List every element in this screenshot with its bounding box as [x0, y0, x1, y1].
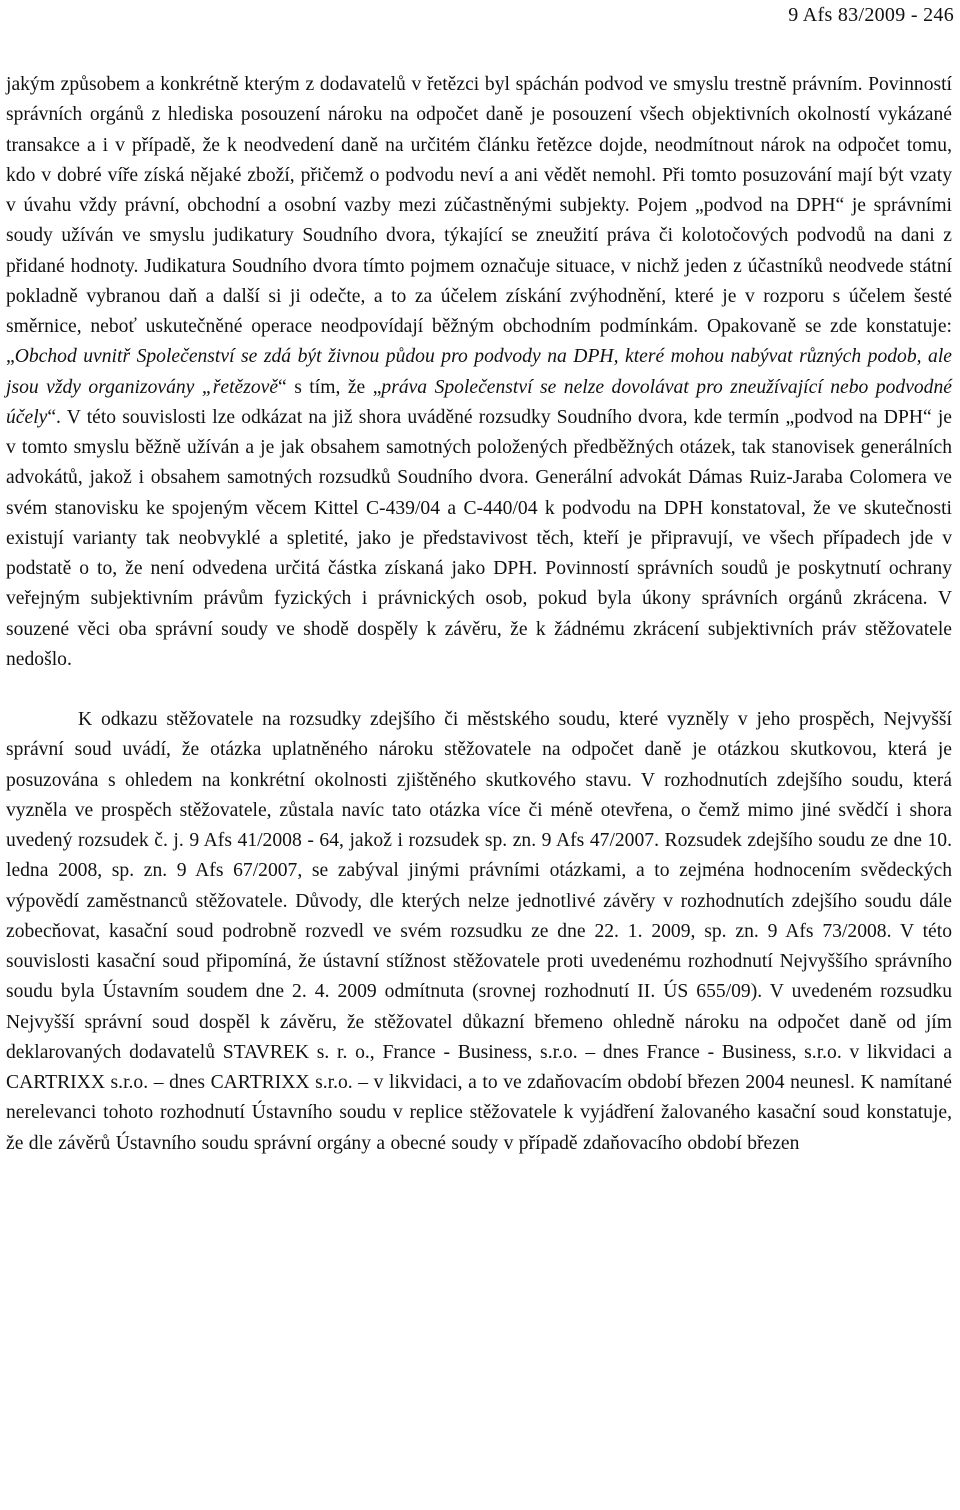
paragraph-court-decisions: K odkazu stěžovatele na rozsudky zdejšího či městského soudu, které vyzněly v jeho prospěch, Nejvyšší správní soud uvádí, že otázka uplatněného nároku stěžovatele na odpočet daně je otázkou skutkovou, která je posuzována s ohledem na konkrétní okolnosti zjištěného skutkového stavu. V rozhodnutích zdejšího soudu, která vyzněla ve prospěch stěžovatele, zůstala navíc tato otázka více či méně otevřena, o čemž mimo jiné svědčí i shora uvedený rozsudek č. j. 9 Afs 41/2008 - 64, jakož i rozsudek sp. zn. 9 Afs 47/2007. Rozsudek zdejšího soudu ze dne 10. ledna 2008, sp. zn. 9 Afs 67/2007, se zabýval jinými právními otázkami, a to zejména hodnocením svědeckých výpovědí zaměstnanců stěžovatele. Důvody, dle kterých nelze jednotlivé závěry v rozhodnutích zdejšího soudu dále zobecňovat, kasační soud podrobně rozvedl ve svém rozsudku ze dne 22. 1. 2009, sp. zn. 9 Afs 73/2008. V této souvislosti kasační soud připomíná, že ústavní stížnost stěžovatele proti uvedenému rozhodnutí Nejvyššího správního soudu byla Ústavním soudem dne 2. 4. 2009 odmítnuta (srovnej rozhodnutí II. ÚS 655/09). V uvedeném rozsudku Nejvyšší správní soud dospěl k závěru, že stěžovatel důkazní břemeno ohledně nároku na odpočet daně od jím deklarovaných dodavatelů STAVREK s. r. o., France - Business, s.r.o. – dnes France - Business, s.r.o. v likvidaci a CARTRIXX s.r.o. – dnes CARTRIXX s.r.o. – v likvidaci, a to ve zdaňovacím období březen 2004 neunesl. K namítané nerelevanci tohoto rozhodnutí Ústavního soudu v replice stěžovatele k vyjádření žalovaného kasační soud konstatuje, že dle závěrů Ústavního soudu správní orgány a obecné soudy v případě zdaňovacího období březen [6, 709, 952, 1154]
paragraph-text: “ s tím, že „ [278, 376, 382, 398]
page-header-case-number: 9 Afs 83/2009 - 246 [788, 4, 954, 26]
paragraph-text: “. V této souvislosti lze odkázat na již shora uváděné rozsudky Soudního dvora, kde termín „podvod na DPH“ je v tomto smyslu běžně užíván a je jak obsahem samotných položených předběžných otázek, tak stanovisek generálních advokátů, jakož i obsahem samotných rozsudků Soudního dvora. Generální advokát Dámas Ruiz-Jaraba Colomera ve svém stanovisku ke spojeným věcem Kittel C-439/04 a C-440/04 k podvodu na DPH konstatoval, že ve skutečnosti existují varianty tak neobvyklé a spletité, jako je představivost těch, kteří je připravují, ve všech případech jde v podstatě o to, že není odvedena určitá částka získaná jako DPH. Povinností správních soudů je poskytnutí ochrany veřejným subjektivním právům fyzických i právnických osob, pokud byla úkony správních orgánů zkrácena. V souzené věci oba správní soudy ve shodě dospěly k závěru, že k žádnému zkrácení subjektivních práv stěžovatele nedošlo. [6, 406, 952, 670]
document-body [6, 70, 952, 1159]
quoted-text: práva Společenství se nelze dovolávat pro zneužívající nebo podvodné účely [6, 376, 952, 428]
quoted-text: Obchod uvnitř Společenství se zdá být živnou půdou pro podvody na DPH, které mohou nabývat různých podob, ale jsou vždy organizovány „řetězově [6, 346, 952, 398]
paragraph-text: jakým způsobem a konkrétně kterým z dodavatelů v řetězci byl spáchán podvod ve smyslu trestně právním. Povinností správních orgánů z hlediska posouzení nároku na odpočet daně je posouzení všech objektivních okolností vykázané transakce a i v případě, že k neodvedení daně na určitém článku řetězce dojde, neodmítnout nárok na odpočet tomu, kdo v dobré víře získá nějaké zboží, přičemž o podvodu neví a ani vědět nemohl. Při tomto posuzování mají být vzaty v úvahu vždy právní, obchodní a osobní vazby mezi zúčastněnými subjekty. Pojem „podvod na DPH“ je správními soudy užíván ve smyslu judikatury Soudního dvora, týkající se zneužití práva či kolotočových podvodů na dani z přidané hodnoty. Judikatura Soudního dvora tímto pojmem označuje situace, v nichž jeden z účastníků neodvede státní pokladně vybranou daň a další si ji odečte, a to za účelem získání zvýhodnění, které je v rozporu s účelem šesté směrnice, neboť uskutečněné operace neodpovídají běžným obchodním podmínkám. Opakovaně se zde konstatuje: „ [6, 74, 952, 368]
paragraph-tax-fraud-judgment [6, 70, 952, 675]
